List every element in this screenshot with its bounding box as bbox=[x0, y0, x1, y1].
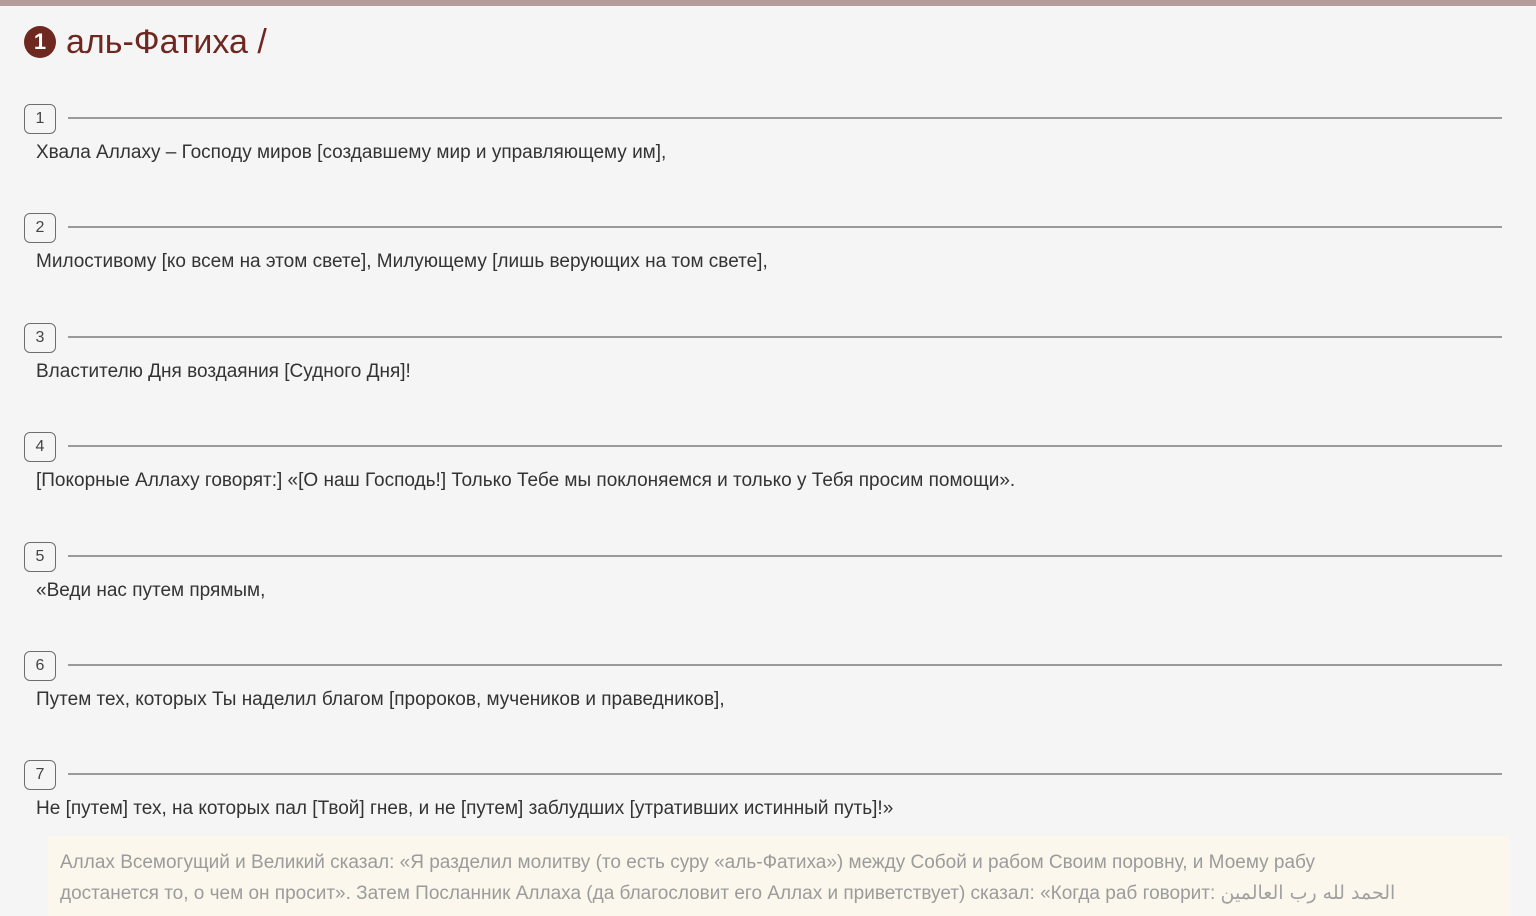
verse-translation: Милостивому [ко всем на этом свете], Милующему [лишь верующих на том свете], bbox=[36, 251, 768, 273]
verse-divider bbox=[68, 555, 1502, 557]
verse-number-badge: 4 bbox=[24, 432, 56, 462]
verse-list bbox=[24, 104, 1502, 870]
surah-header bbox=[24, 22, 267, 62]
verse-item[interactable] bbox=[24, 323, 1502, 432]
commentary-box bbox=[48, 836, 1510, 916]
verse-item[interactable] bbox=[24, 213, 1502, 322]
verse-translation: Хвала Аллаху – Господу миров [создавшему мир и управляющему им], bbox=[36, 142, 667, 163]
verse-translation: Не [путем] тех, на которых пал [Твой] гнев, и не [путем] заблудших [утративших истинный путь]!» bbox=[36, 798, 894, 820]
top-accent-bar bbox=[0, 0, 1536, 6]
verse-number-badge: 3 bbox=[24, 323, 56, 353]
verse-item[interactable] bbox=[24, 432, 1502, 541]
commentary-line bbox=[60, 878, 1498, 909]
verse-number-badge: 7 bbox=[24, 760, 56, 790]
verse-divider bbox=[68, 445, 1502, 447]
commentary-line: Аллах Всемогущий и Великий сказал: «Я разделил молитву (то есть суру «аль-Фатиха») между Собой и рабом Своим поровну, и Моему рабу bbox=[60, 852, 1316, 873]
surah-number-badge: 1 bbox=[24, 26, 56, 58]
verse-number-badge: 5 bbox=[24, 542, 56, 572]
verse-divider bbox=[68, 336, 1502, 338]
commentary-text: достанется то, о чем он просит». Затем Посланник Аллаха (да благословит его Аллах и приветствует) сказал: «Когда раб говорит: bbox=[60, 883, 1216, 904]
verse-number-badge: 1 bbox=[24, 104, 56, 134]
verse-number-badge: 6 bbox=[24, 651, 56, 681]
verse-item[interactable] bbox=[24, 651, 1502, 760]
verse-divider bbox=[68, 226, 1502, 228]
arabic-quote: الحمد لله رب العالمين bbox=[1220, 882, 1396, 904]
verse-translation: Властителю Дня воздаяния [Судного Дня]! bbox=[36, 360, 411, 382]
verse-item[interactable] bbox=[24, 104, 1502, 213]
verse-translation: Путем тех, которых Ты наделил благом [пророков, мучеников и праведников], bbox=[36, 688, 725, 710]
verse-translation: [Покорные Аллаху говорят:] «[О наш Господь!] Только Тебе мы поклоняемся и только у Тебя просим помощи». bbox=[36, 470, 1016, 492]
verse-divider bbox=[68, 773, 1502, 775]
verse-divider bbox=[68, 117, 1502, 119]
verse-divider bbox=[68, 664, 1502, 666]
surah-title: аль-Фатиха / bbox=[66, 23, 267, 61]
verse-number-badge: 2 bbox=[24, 213, 56, 243]
verse-item[interactable] bbox=[24, 542, 1502, 651]
verse-translation: «Веди нас путем прямым, bbox=[36, 579, 266, 601]
